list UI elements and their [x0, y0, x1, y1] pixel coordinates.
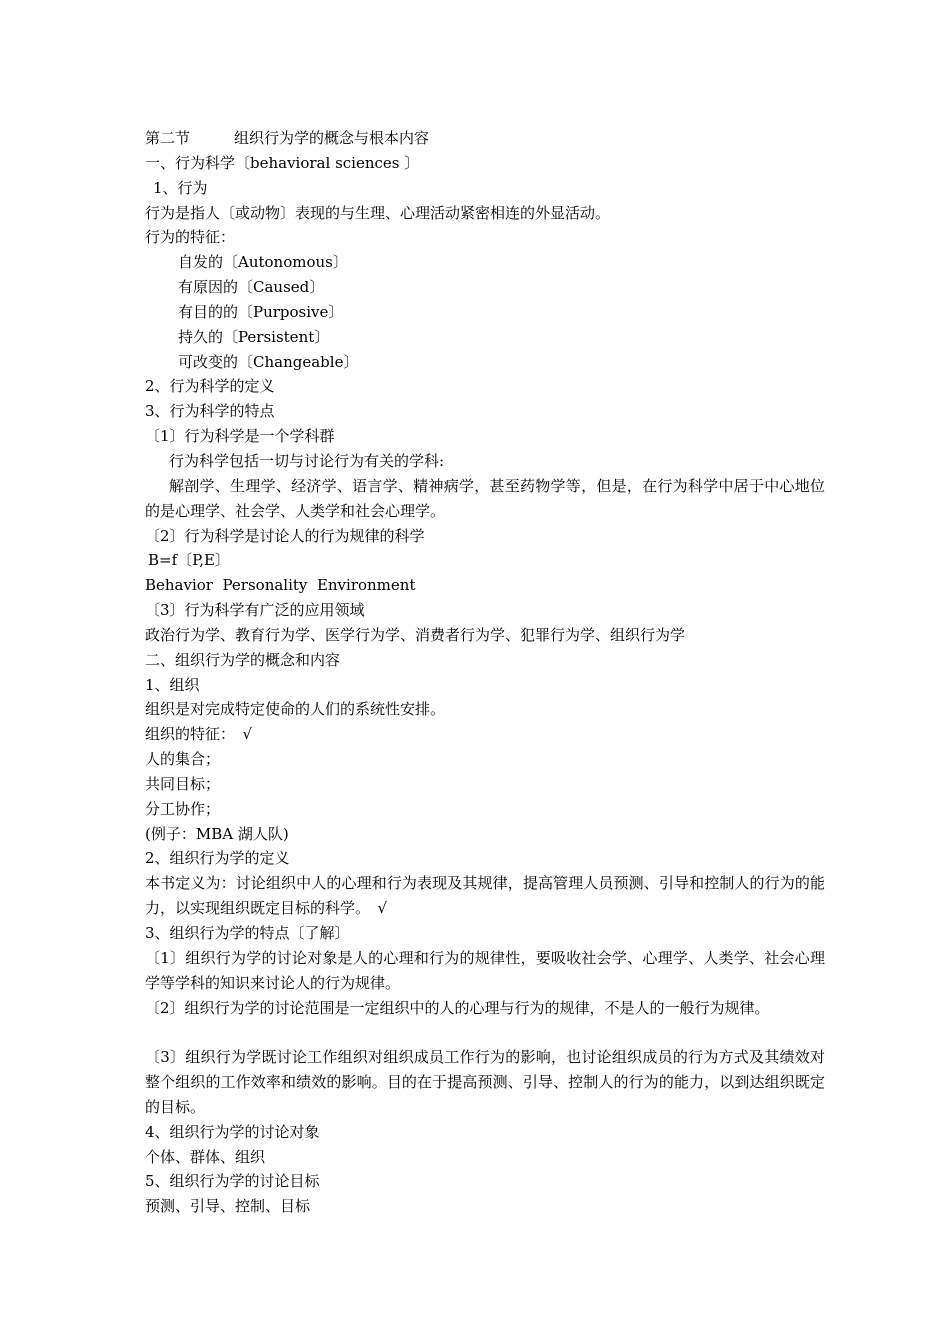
paragraph: 行为是指人〔或动物〕表现的与生理、心理活动紧密相连的外显活动。 — [145, 203, 611, 222]
paragraph: 行为的特征： — [145, 228, 236, 247]
subheading: 2、行为科学的定义 — [145, 377, 275, 396]
paragraph: 〔3〕组织行为学既讨论工作组织对组织成员工作行为的影响，也讨论组织成员的行为方式及其绩效对整个组织的工作效率和绩效的影响。目的在于提高预测、引导、控制人的行为的能力，以到达组织既定的目标。 — [145, 1048, 825, 1116]
list-item: 自发的〔Autonomous〕 — [178, 253, 348, 272]
example-note: (例子：MBA 湖人队) — [145, 824, 289, 843]
list-item: 人的集合； — [145, 750, 221, 769]
subheading-behavior: 1、行为 — [153, 178, 208, 197]
list-item: 有原因的〔Caused〕 — [178, 278, 325, 297]
list-item: 持久的〔Persistent〕 — [178, 327, 330, 346]
formula: B=f〔P,E〕 — [148, 551, 230, 570]
paragraph: 个体、群体、组织 — [145, 1147, 266, 1166]
paragraph: 组织的特征： √ — [145, 725, 253, 744]
paragraph: 预测、引导、控制、目标 — [145, 1197, 311, 1216]
section-label: 第二节 — [145, 129, 191, 147]
list-item: 可改变的〔Changeable〕 — [178, 352, 359, 371]
heading-organizational-behavior: 二、组织行为学的概念和内容 — [145, 650, 341, 669]
paragraph: 〔3〕行为科学有广泛的应用领域 — [145, 601, 365, 620]
subheading: 3、组织行为学的特点〔了解〕 — [145, 924, 350, 942]
subheading: 4、组织行为学的讨论对象 — [145, 1122, 320, 1141]
paragraph: 本书定义为：讨论组织中人的心理和行为表现及其规律，提高管理人员预测、引导和控制人的行为的能力，以实现组织既定目标的科学。 √ — [145, 874, 825, 918]
formula-legend: Behavior Personality Environment — [145, 576, 416, 595]
paragraph: 组织是对完成特定使命的人们的系统性安排。 — [145, 700, 446, 719]
subheading: 2、组织行为学的定义 — [145, 849, 290, 868]
section-title: 组织行为学的概念与根本内容 — [234, 129, 430, 147]
list-item: 分工协作； — [145, 799, 221, 818]
subheading: 5、组织行为学的讨论目标 — [145, 1172, 320, 1191]
paragraph: 〔1〕组织行为学的讨论对象是人的心理和行为的规律性，要吸收社会学、心理学、人类学、社会心理学等学科的知识来讨论人的行为规律。 — [145, 948, 825, 992]
paragraph: 政治行为学、教育行为学、医学行为学、消费者行为学、犯罪行为学、组织行为学 — [145, 625, 686, 644]
paragraph: 〔2〕组织行为学的讨论范围是一定组织中的人的心理与行为的规律，不是人的一般行为规律。 — [145, 998, 770, 1017]
subheading: 3、行为科学的特点 — [145, 402, 275, 421]
paragraph: 〔2〕行为科学是讨论人的行为规律的科学 — [145, 526, 425, 545]
list-item: 有目的的〔Purposive〕 — [178, 302, 344, 321]
heading-behavioral-sciences: 一、行为科学〔behavioral sciences 〕 — [145, 153, 420, 172]
list-item: 共同目标； — [145, 774, 221, 793]
paragraph: 〔1〕行为科学是一个学科群 — [145, 427, 335, 446]
section-heading — [145, 126, 825, 151]
paragraph: 解剖学、生理学、经济学、语言学、精神病学，甚至药物学等，但是，在行为科学中居于中心地位的是心理学、社会学、人类学和社会心理学。 — [145, 476, 825, 520]
subheading: 1、组织 — [145, 675, 200, 694]
paragraph: 行为科学包括一切与讨论行为有关的学科: — [169, 451, 445, 470]
document-page — [145, 126, 825, 1219]
